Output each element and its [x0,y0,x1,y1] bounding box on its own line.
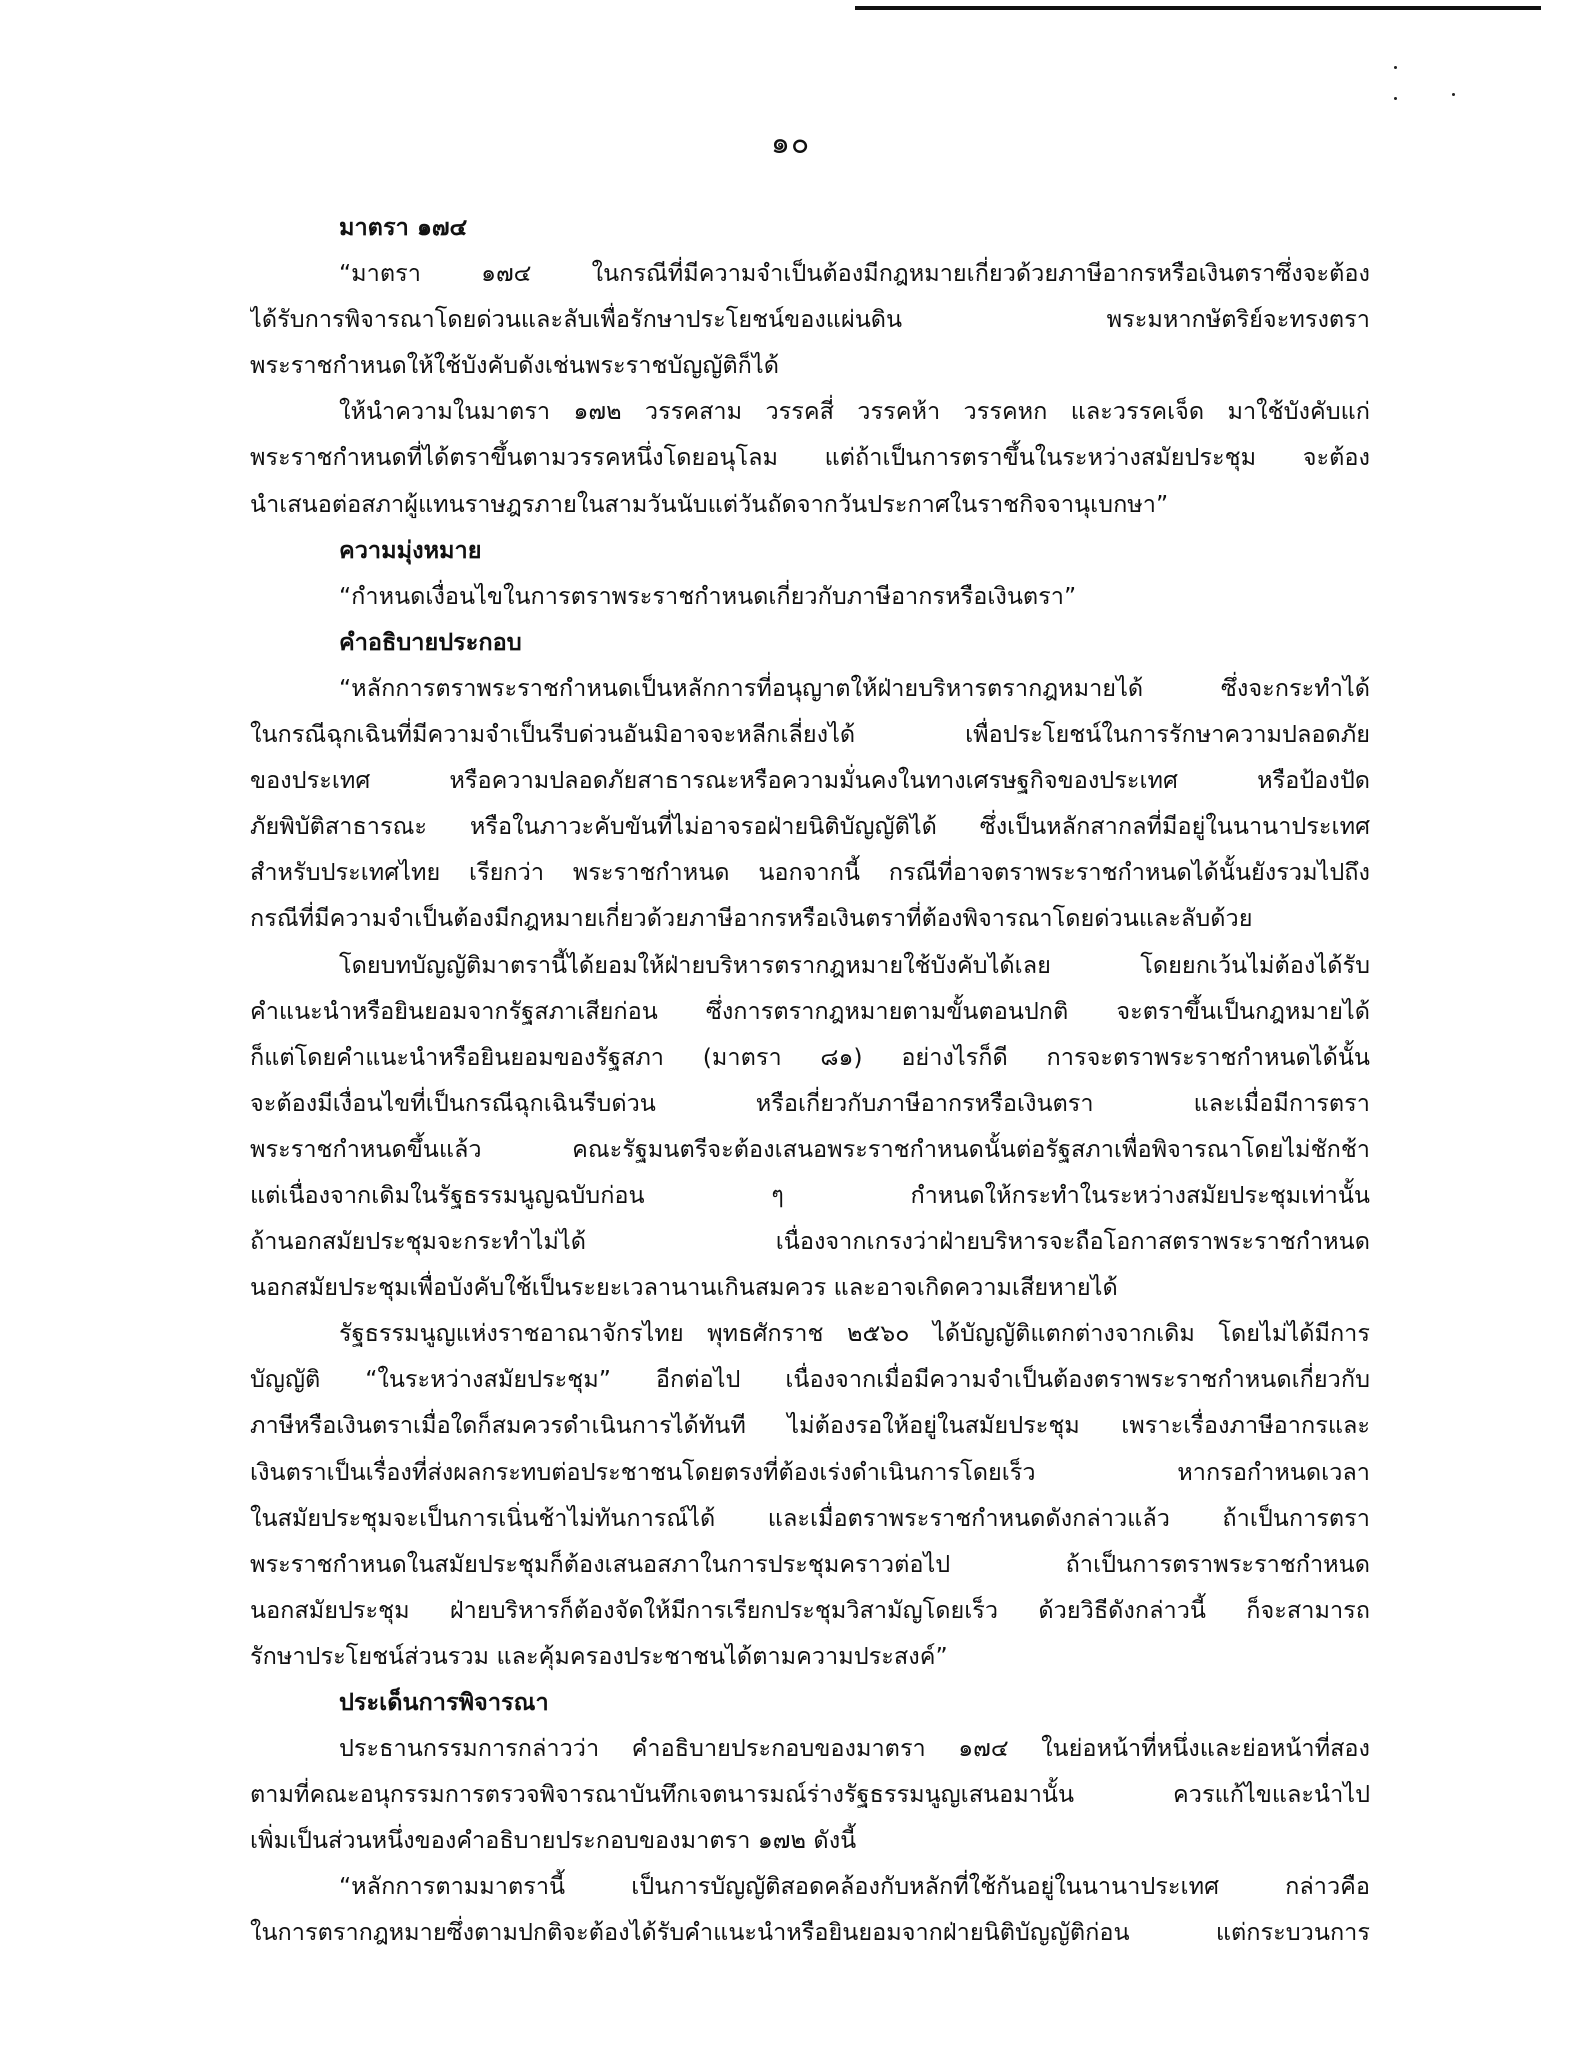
paragraph-last-line: นำเสนอต่อสภาผู้แทนราษฎรภายในสามวันนับแต่วันถัดจากวันประกาศในราชกิจจานุเบกษา” [250,489,1169,518]
paragraph-last-line: พระราชกำหนดให้ใช้บังคับดังเช่นพระราชบัญญัติก็ได้ [250,351,779,380]
paragraph-last-line: นอกสมัยประชุมเพื่อบังคับใช้เป็นระยะเวลานานเกินสมควร และอาจเกิดความเสียหายได้ [250,1273,1118,1302]
section-heading: มาตรา ๑๗๔ [339,213,468,241]
top-rule [855,6,1541,10]
paragraph-line: พระราชกำหนดขึ้นแล้ว คณะรัฐมนตรีจะต้องเสนอพระราชกำหนดนั้นต่อรัฐสภาเพื่อพิจารณาโดยไม่ชักช้า [250,1134,1370,1163]
paragraph-first-line: รัฐธรรมนูญแห่งราชอาณาจักรไทย พุทธศักราช ๒๕๖๐ ได้บัญญัติแตกต่างจากเดิม โดยไม่ได้มีการ [339,1319,1370,1348]
paragraph-line: พระราชกำหนดในสมัยประชุมก็ต้องเสนอสภาในการประชุมคราวต่อไป ถ้าเป็นการตราพระราชกำหนด [250,1549,1370,1578]
paragraph-line: จะต้องมีเงื่อนไขที่เป็นกรณีฉุกเฉินรีบด่วน หรือเกี่ยวกับภาษีอากรหรือเงินตรา และเมื่อมีการตรา [250,1088,1370,1117]
paragraph-first-line: “หลักการตราพระราชกำหนดเป็นหลักการที่อนุญาตให้ฝ่ายบริหารตรากฎหมายได้ ซึ่งจะกระทำได้ [339,673,1370,702]
paragraph-line: ได้รับการพิจารณาโดยด่วนและลับเพื่อรักษาประโยชน์ของแผ่นดิน พระมหากษัตริย์จะทรงตรา [250,305,1370,334]
paragraph-line: ตามที่คณะอนุกรรมการตรวจพิจารณาบันทึกเจตนารมณ์ร่างรัฐธรรมนูญเสนอมานั้น ควรแก้ไขและนำไป [250,1780,1370,1809]
paragraph-line: ภัยพิบัติสาธารณะ หรือในภาวะคับขันที่ไม่อาจรอฝ่ายนิติบัญญัติได้ ซึ่งเป็นหลักสากลที่มีอยู่ในนานาประเทศ [250,812,1370,841]
paragraph-line: แต่เนื่องจากเดิมในรัฐธรรมนูญฉบับก่อน ๆ กำหนดให้กระทำในระหว่างสมัยประชุมเท่านั้น [250,1180,1370,1209]
paragraph-first-line: “มาตรา ๑๗๔ ในกรณีที่มีความจำเป็นต้องมีกฎหมายเกี่ยวด้วยภาษีอากรหรือเงินตราซึ่งจะต้อง [339,259,1370,288]
paragraph-line: ในการตรากฎหมายซึ่งตามปกติจะต้องได้รับคำแนะนำหรือยินยอมจากฝ่ายนิติบัญญัติก่อน แต่กระบวนการ [250,1918,1370,1947]
paragraph-line: นอกสมัยประชุม ฝ่ายบริหารก็ต้องจัดให้มีการเรียกประชุมวิสามัญโดยเร็ว ด้วยวิธีดังกล่าวนี้ ก็จะสามารถ [250,1595,1370,1624]
paragraph-line: พระราชกำหนดที่ได้ตราขึ้นตามวรรคหนึ่งโดยอนุโลม แต่ถ้าเป็นการตราขึ้นในระหว่างสมัยประชุม จะต้อง [250,443,1370,472]
section-heading: ความมุ่งหมาย [339,535,482,564]
scan-speck [1394,66,1397,69]
paragraph-first-line: “กำหนดเงื่อนไขในการตราพระราชกำหนดเกี่ยวกับภาษีอากรหรือเงินตรา” [339,581,1077,610]
page-number: ๑๐ [770,126,811,161]
paragraph-line: เงินตราเป็นเรื่องที่ส่งผลกระทบต่อประชาชนโดยตรงที่ต้องเร่งดำเนินการโดยเร็ว หากรอกำหนดเวลา [250,1457,1370,1486]
paragraph-line: ภาษีหรือเงินตราเมื่อใดก็สมควรดำเนินการได้ทันที ไม่ต้องรอให้อยู่ในสมัยประชุม เพราะเรื่องภาษีอากรและ [250,1411,1370,1440]
paragraph-line: ในสมัยประชุมจะเป็นการเนิ่นช้าไม่ทันการณ์ได้ และเมื่อตราพระราชกำหนดดังกล่าวแล้ว ถ้าเป็นการตรา [250,1503,1370,1532]
paragraph-line: ในกรณีฉุกเฉินที่มีความจำเป็นรีบด่วนอันมิอาจจะหลีกเลี่ยงได้ เพื่อประโยชน์ในการรักษาความปลอดภัย [250,720,1370,749]
paragraph-line: ถ้านอกสมัยประชุมจะกระทำไม่ได้ เนื่องจากเกรงว่าฝ่ายบริหารจะถือโอกาสตราพระราชกำหนด [250,1227,1370,1256]
paragraph-first-line: ประธานกรรมการกล่าวว่า คำอธิบายประกอบของมาตรา ๑๗๔ ในย่อหน้าที่หนึ่งและย่อหน้าที่สอง [339,1734,1370,1763]
paragraph-first-line: ให้นำความในมาตรา ๑๗๒ วรรคสาม วรรคสี่ วรรคห้า วรรคหก และวรรคเจ็ด มาใช้บังคับแก่ [339,397,1370,426]
paragraph-last-line: เพิ่มเป็นส่วนหนึ่งของคำอธิบายประกอบของมาตรา ๑๗๒ ดังนี้ [250,1826,857,1855]
scan-speck [1452,93,1455,96]
section-heading: คำอธิบายประกอบ [339,627,522,656]
paragraph-line: คำแนะนำหรือยินยอมจากรัฐสภาเสียก่อน ซึ่งการตรากฎหมายตามขั้นตอนปกติ จะตราขึ้นเป็นกฎหมายได้ [250,996,1370,1025]
paragraph-first-line: “หลักการตามมาตรานี้ เป็นการบัญญัติสอดคล้องกับหลักที่ใช้กันอยู่ในนานาประเทศ กล่าวคือ [339,1872,1370,1901]
scan-speck [1394,97,1397,100]
paragraph-line: สำหรับประเทศไทย เรียกว่า พระราชกำหนด นอกจากนี้ กรณีที่อาจตราพระราชกำหนดได้นั้นยังรวมไปถึง [250,858,1370,887]
paragraph-line: ของประเทศ หรือความปลอดภัยสาธารณะหรือความมั่นคงในทางเศรษฐกิจของประเทศ หรือป้องปัด [250,766,1370,795]
paragraph-first-line: โดยบทบัญญัติมาตรานี้ได้ยอมให้ฝ่ายบริหารตรากฎหมายใช้บังคับได้เลย โดยยกเว้นไม่ต้องได้รับ [339,950,1370,979]
document-body [250,204,1370,1956]
section-heading: ประเด็นการพิจารณา [339,1688,549,1716]
paragraph-line: ก็แต่โดยคำแนะนำหรือยินยอมของรัฐสภา (มาตรา ๘๑) อย่างไรก็ดี การจะตราพระราชกำหนดได้นั้น [250,1042,1370,1071]
paragraph-line: กรณีที่มีความจำเป็นต้องมีกฎหมายเกี่ยวด้วยภาษีอากรหรือเงินตราที่ต้องพิจารณาโดยด่วนและลับด้วย [250,904,1253,933]
paragraph-last-line: รักษาประโยชน์ส่วนรวม และคุ้มครองประชาชนได้ตามความประสงค์” [250,1641,948,1670]
paragraph-line: บัญญัติ “ในระหว่างสมัยประชุม” อีกต่อไป เนื่องจากเมื่อมีความจำเป็นต้องตราพระราชกำหนดเกี่ยวกับ [250,1365,1370,1394]
